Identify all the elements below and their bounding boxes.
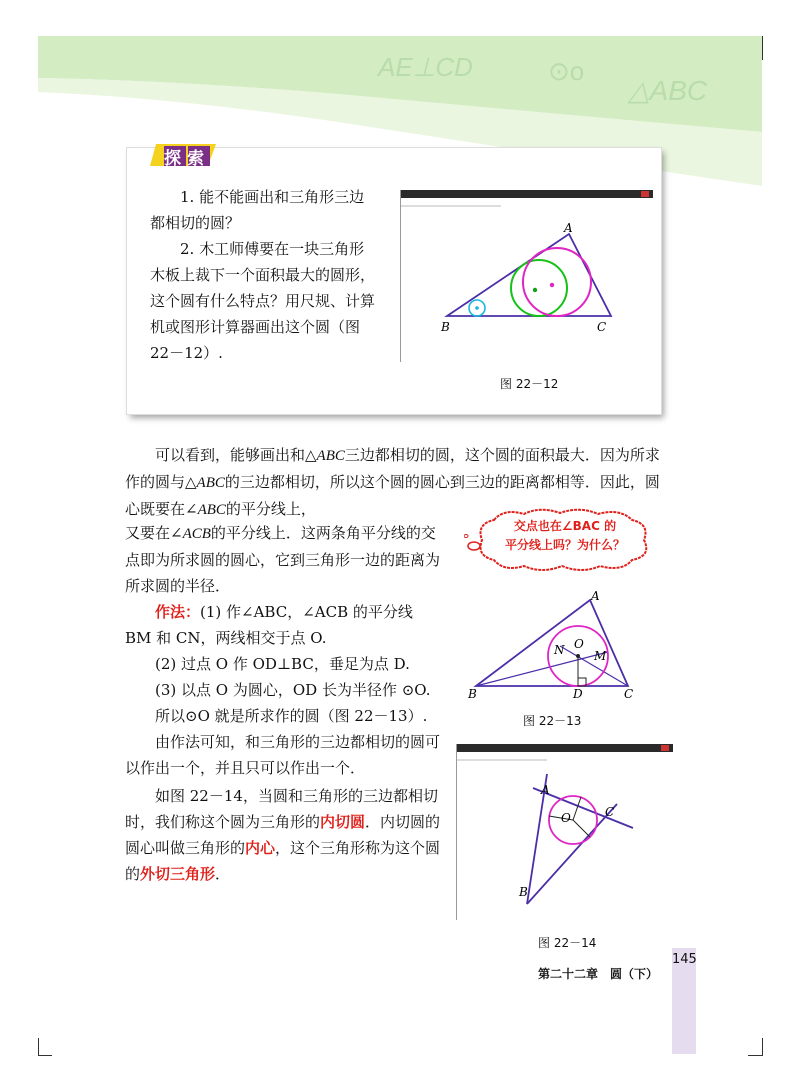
page-number: 145 xyxy=(672,952,697,967)
term-incenter: 内心 xyxy=(245,839,276,857)
crop-mark xyxy=(762,36,763,60)
paragraph-uniqueness: 由作法可知，和三角形的三边都相切的圆可以作出一个，并且只可以作出一个． xyxy=(125,733,441,777)
term-circumscribed-triangle: 外切三角形 xyxy=(140,865,216,883)
vertex-label-c: C xyxy=(605,805,615,819)
figure-22-14 xyxy=(456,744,673,920)
figure-caption: 图 22－12 xyxy=(500,377,559,391)
paragraph-2: 又要在∠ACB的平分线上．这两条角平分线的交点即为所求圆的圆心，它到三角形一边的距离为所求圆的半径． 作法：(1) 作∠ABC，∠ACB 的平分线 BM 和 CN，两线相交于点 O. (2) 过点 O 作 OD⊥BC，垂足为点 D. (3) 以点 O 为圆心，OD 长为半径作 ⊙O. 所以⊙O 就是所求作的圆（图 22－13）. 由作法可知，和三角形的三边都相切的圆可以作出一个，并且只可以作出一个． 如图 22－14，当圆和三角形的三边都相切时，我们称这个圆为三角形的内切圆．内切圆的圆心叫做三角形的内心，这个三角形称为这个圆的外切三角形． xyxy=(125,520,443,887)
point-label-m: M xyxy=(594,649,607,663)
figure-22-12 xyxy=(400,190,653,362)
explore-question-2: 2. 木工师傅要在一块三角形木板上裁下一个面积最大的圆形，这个圆有什么特点？用尺规、计算机或图形计算器画出这个圆（图 22－12）. xyxy=(150,240,376,362)
vertex-label-b: B xyxy=(468,687,477,701)
crop-mark xyxy=(762,1038,763,1056)
point-label-d: D xyxy=(573,687,583,701)
figure-22-12-diagram xyxy=(401,190,653,362)
method-label: 作法： xyxy=(155,603,201,621)
point-label-n: N xyxy=(554,643,565,657)
point-label-o: O xyxy=(561,811,571,825)
vertex-label-a: A xyxy=(591,589,600,603)
explore-questions xyxy=(150,184,378,366)
chapter-title: 第二十二章 圆（下） xyxy=(538,967,659,981)
header-faded-text: ⊙o xyxy=(548,56,585,86)
method-step-2: (2) 过点 O 作 OD⊥BC，垂足为点 D. xyxy=(155,655,410,673)
point-label-o: O xyxy=(574,637,584,651)
figure-caption: 图 22－14 xyxy=(538,936,597,950)
paragraph-conclusion: 所以⊙O 就是所求作的圆（图 22－13）. xyxy=(155,707,428,725)
vertex-label-c: C xyxy=(624,687,634,701)
crop-mark xyxy=(38,1055,52,1056)
paragraph-1: 可以看到，能够画出和△ABC三边都相切的圆，这个圆的面积最大．因为所求作的圆与△ABC的三边都相切，所以这个圆的圆心到三边的距离都相等．因此，圆心既要在∠ABC的平分线上， xyxy=(125,446,660,518)
figure-22-13 xyxy=(462,586,642,704)
explore-question-1: 1. 能不能画出和三角形三边都相切的圆？ xyxy=(150,188,365,232)
vertex-label-b: B xyxy=(441,320,450,334)
header-faded-text: AE⊥CD xyxy=(378,52,473,82)
crop-mark xyxy=(748,1055,762,1056)
explore-tag-text: 探索 xyxy=(164,149,210,169)
figure-caption: 图 22－13 xyxy=(523,714,582,728)
figure-22-14-diagram xyxy=(457,744,673,920)
vertex-label-a: A xyxy=(541,783,550,797)
vertex-label-c: C xyxy=(597,320,607,334)
method-step-3: (3) 以点 O 为圆心，OD 长为半径作 ⊙O. xyxy=(155,681,431,699)
vertex-label-a: A xyxy=(564,221,573,235)
vertex-label-b: B xyxy=(519,885,528,899)
thought-bubble-text: 交点也在∠BAC 的 平分线上吗？为什么？ xyxy=(504,519,625,552)
term-incircle: 内切圆 xyxy=(320,813,366,831)
crop-mark xyxy=(38,1038,39,1056)
header-faded-text: △ABC xyxy=(628,75,708,106)
